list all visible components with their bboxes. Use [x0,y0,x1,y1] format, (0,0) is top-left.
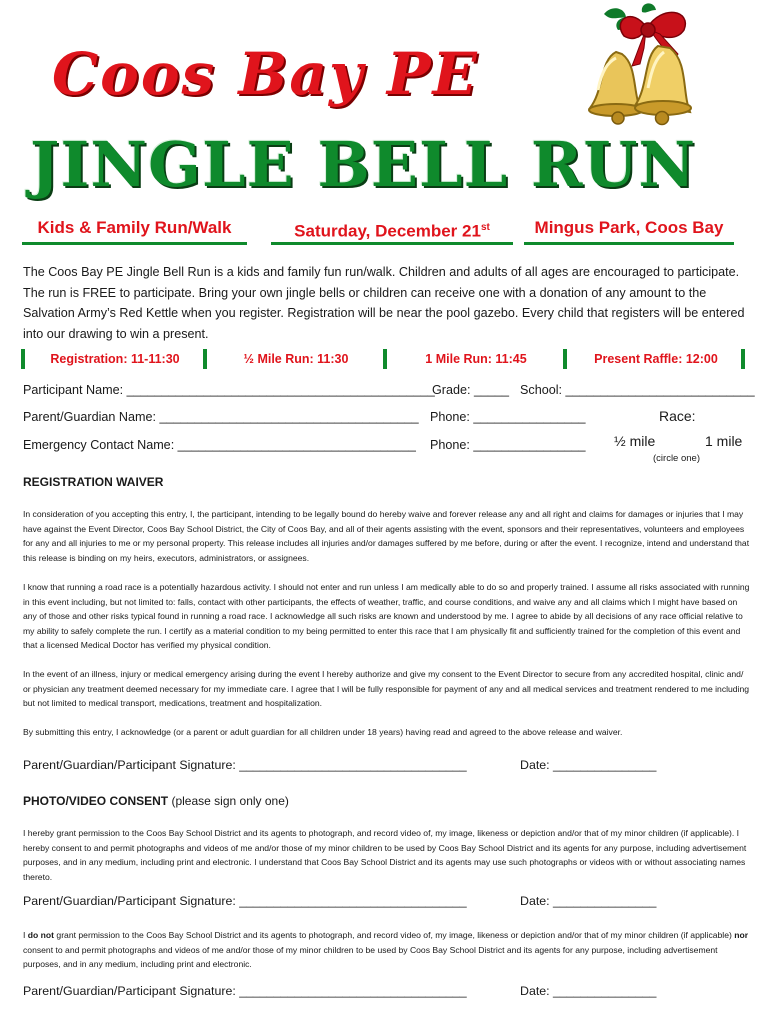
waiver-paragraph-2: I know that running a road race is a potentially hazardous activity. I should not enter and run unless I am medically able to do so and properly trained. I assume all risks associated with running in this event including, but not limited to: falls, contact with other participants, the effects of weather, traffic, and course conditions, and waive any and all claims which I might have based on any of those and other risks typical found in running a road race. I acknowledge all such risks are known and understood by me. I agree to abide by all decisions of any race official relative to my ability to safely complete the run. I certify as a material condition to my being permitted to enter this race that I am physically fit and sufficiently trained for the completion of this event and that a licensed Medical Doctor has verified my physical condition. [23,582,750,651]
intro-paragraph: The Coos Bay PE Jingle Bell Run is a kids and family fun run/walk. Children and adults of all ages are encouraged to participate. The run is FREE to participate. Bring your own jingle bells or children can receive one with a donation of any amount to the Salvation Army’s Red Kettle when you register. Registration will be near the pool gazebo. Every child that registers will be entered into our drawing to win a present. [23,265,745,341]
consent-heading-title: PHOTO/VIDEO CONSENT [23,794,169,808]
consent-heading [23,794,289,808]
schedule-end-bar [741,349,745,369]
title-coos-bay-pe: Coos Bay PE [52,40,479,108]
consent-heading-note: (please sign only one) [168,794,289,808]
banner-date [271,216,513,245]
guardian-name-field[interactable]: Parent/Guardian Name: _____________________________________ [23,410,419,424]
banner-location: Mingus Park, Coos Bay [524,216,734,245]
schedule-half-mile: ½ Mile Run: 11:30 [203,349,385,369]
jingle-bells-icon [582,0,712,140]
waiver-signature-field[interactable]: Parent/Guardian/Participant Signature: _________________________________ [23,758,467,772]
banner-kids-family: Kids & Family Run/Walk [22,216,247,245]
deny-text-nor: nor [734,930,749,940]
banner-date-sup: st [480,222,490,233]
school-field[interactable]: School: ___________________________ [520,383,755,397]
race-label: Race: [659,408,696,424]
consent-paragraph-grant: I hereby grant permission to the Coos Bay School District and its agents to photograph, and record video of, my image, likeness or depiction and/or that of my minor children (if applicable). I hereby consent to and permit photographs and videos of me and/or those of my minor children to be used by Coos Bay School District and its agents for any purpose, including advertisement purposes, and in any medium, including print and electronic. I understand that Coos Bay School District and its agents may use such photographs or videos with or without associating names thereto. [23,828,747,882]
deny-text-a: I [23,930,28,940]
consent-date-field-1[interactable]: Date: _______________ [520,894,657,908]
phone-field-1[interactable]: Phone: ________________ [430,410,586,424]
consent-paragraph-deny [23,928,751,972]
emergency-contact-field[interactable]: Emergency Contact Name: __________________________________ [23,438,416,452]
race-option-one-mile[interactable]: 1 mile [705,433,743,449]
waiver-date-field[interactable]: Date: _______________ [520,758,657,772]
title-jingle-bell-run: JINGLE BELL RUN [30,128,697,201]
deny-text-e: consent to and permit photographs and videos of me and/or those of my minor children to be used by Coos Bay School District and its agents for any purpose, including advertisement purposes, and in any medium, including print and electronic. [23,944,718,970]
waiver-paragraph-1: In consideration of you accepting this entry, I, the participant, intending to be legally bound do hereby waive and forever release any and all right and claims for damages or injuries that I may have against the Event Director, Coos Bay School District, the City of Coos Bay, and all of their agents assisting with the event, sponsors and their representatives, volunteers and employees for any and all injuries to me or my personal property. This release includes all injuries and/or damages suffered by me before, during or after the event. I recognize, intend and understand that this release is binding on my heirs, executors, administrators, or assignees. [23,509,750,563]
consent-signature-field-1[interactable]: Parent/Guardian/Participant Signature: _________________________________ [23,894,467,908]
participant-name-field[interactable]: Participant Name: ____________________________________________ [23,383,435,397]
waiver-paragraph-3: In the event of an illness, injury or medical emergency arising during the event I hereby authorize and give my consent to the Event Director to secure from any accredited hospital, clinic and/ or physician any treatment deemed necessary for my immediate care. I agree that I will be fully responsible for payment of any and all medical services and treatment rendered to me including but not limited to medical transport, medications, treatment and hospitalization. [23,669,750,709]
waiver-paragraph-4: By submitting this entry, I acknowledge (or a parent or adult guardian for all children under 18 years) having read and agreed to the above release and waiver. [23,727,623,737]
phone-field-2[interactable]: Phone: ________________ [430,438,586,452]
schedule-registration: Registration: 11-11:30 [21,349,205,369]
consent-signature-field-2[interactable]: Parent/Guardian/Participant Signature: _________________________________ [23,984,467,998]
deny-text-c: grant permission to the Coos Bay School District and its agents to photograph, and record video of, my image, likeness or depiction and/or that of my minor children (if applicable) [54,930,735,940]
deny-text-do-not: do not [27,930,55,940]
race-option-half-mile[interactable]: ½ mile [614,433,656,449]
race-circle-note: (circle one) [653,453,700,464]
grade-field[interactable]: Grade: _____ [432,383,510,397]
consent-date-field-2[interactable]: Date: _______________ [520,984,657,998]
schedule-one-mile: 1 Mile Run: 11:45 [383,349,565,369]
waiver-heading: REGISTRATION WAIVER [23,475,164,489]
schedule-raffle: Present Raffle: 12:00 [563,349,745,369]
banner-date-text: Saturday, December 21 [294,221,481,241]
